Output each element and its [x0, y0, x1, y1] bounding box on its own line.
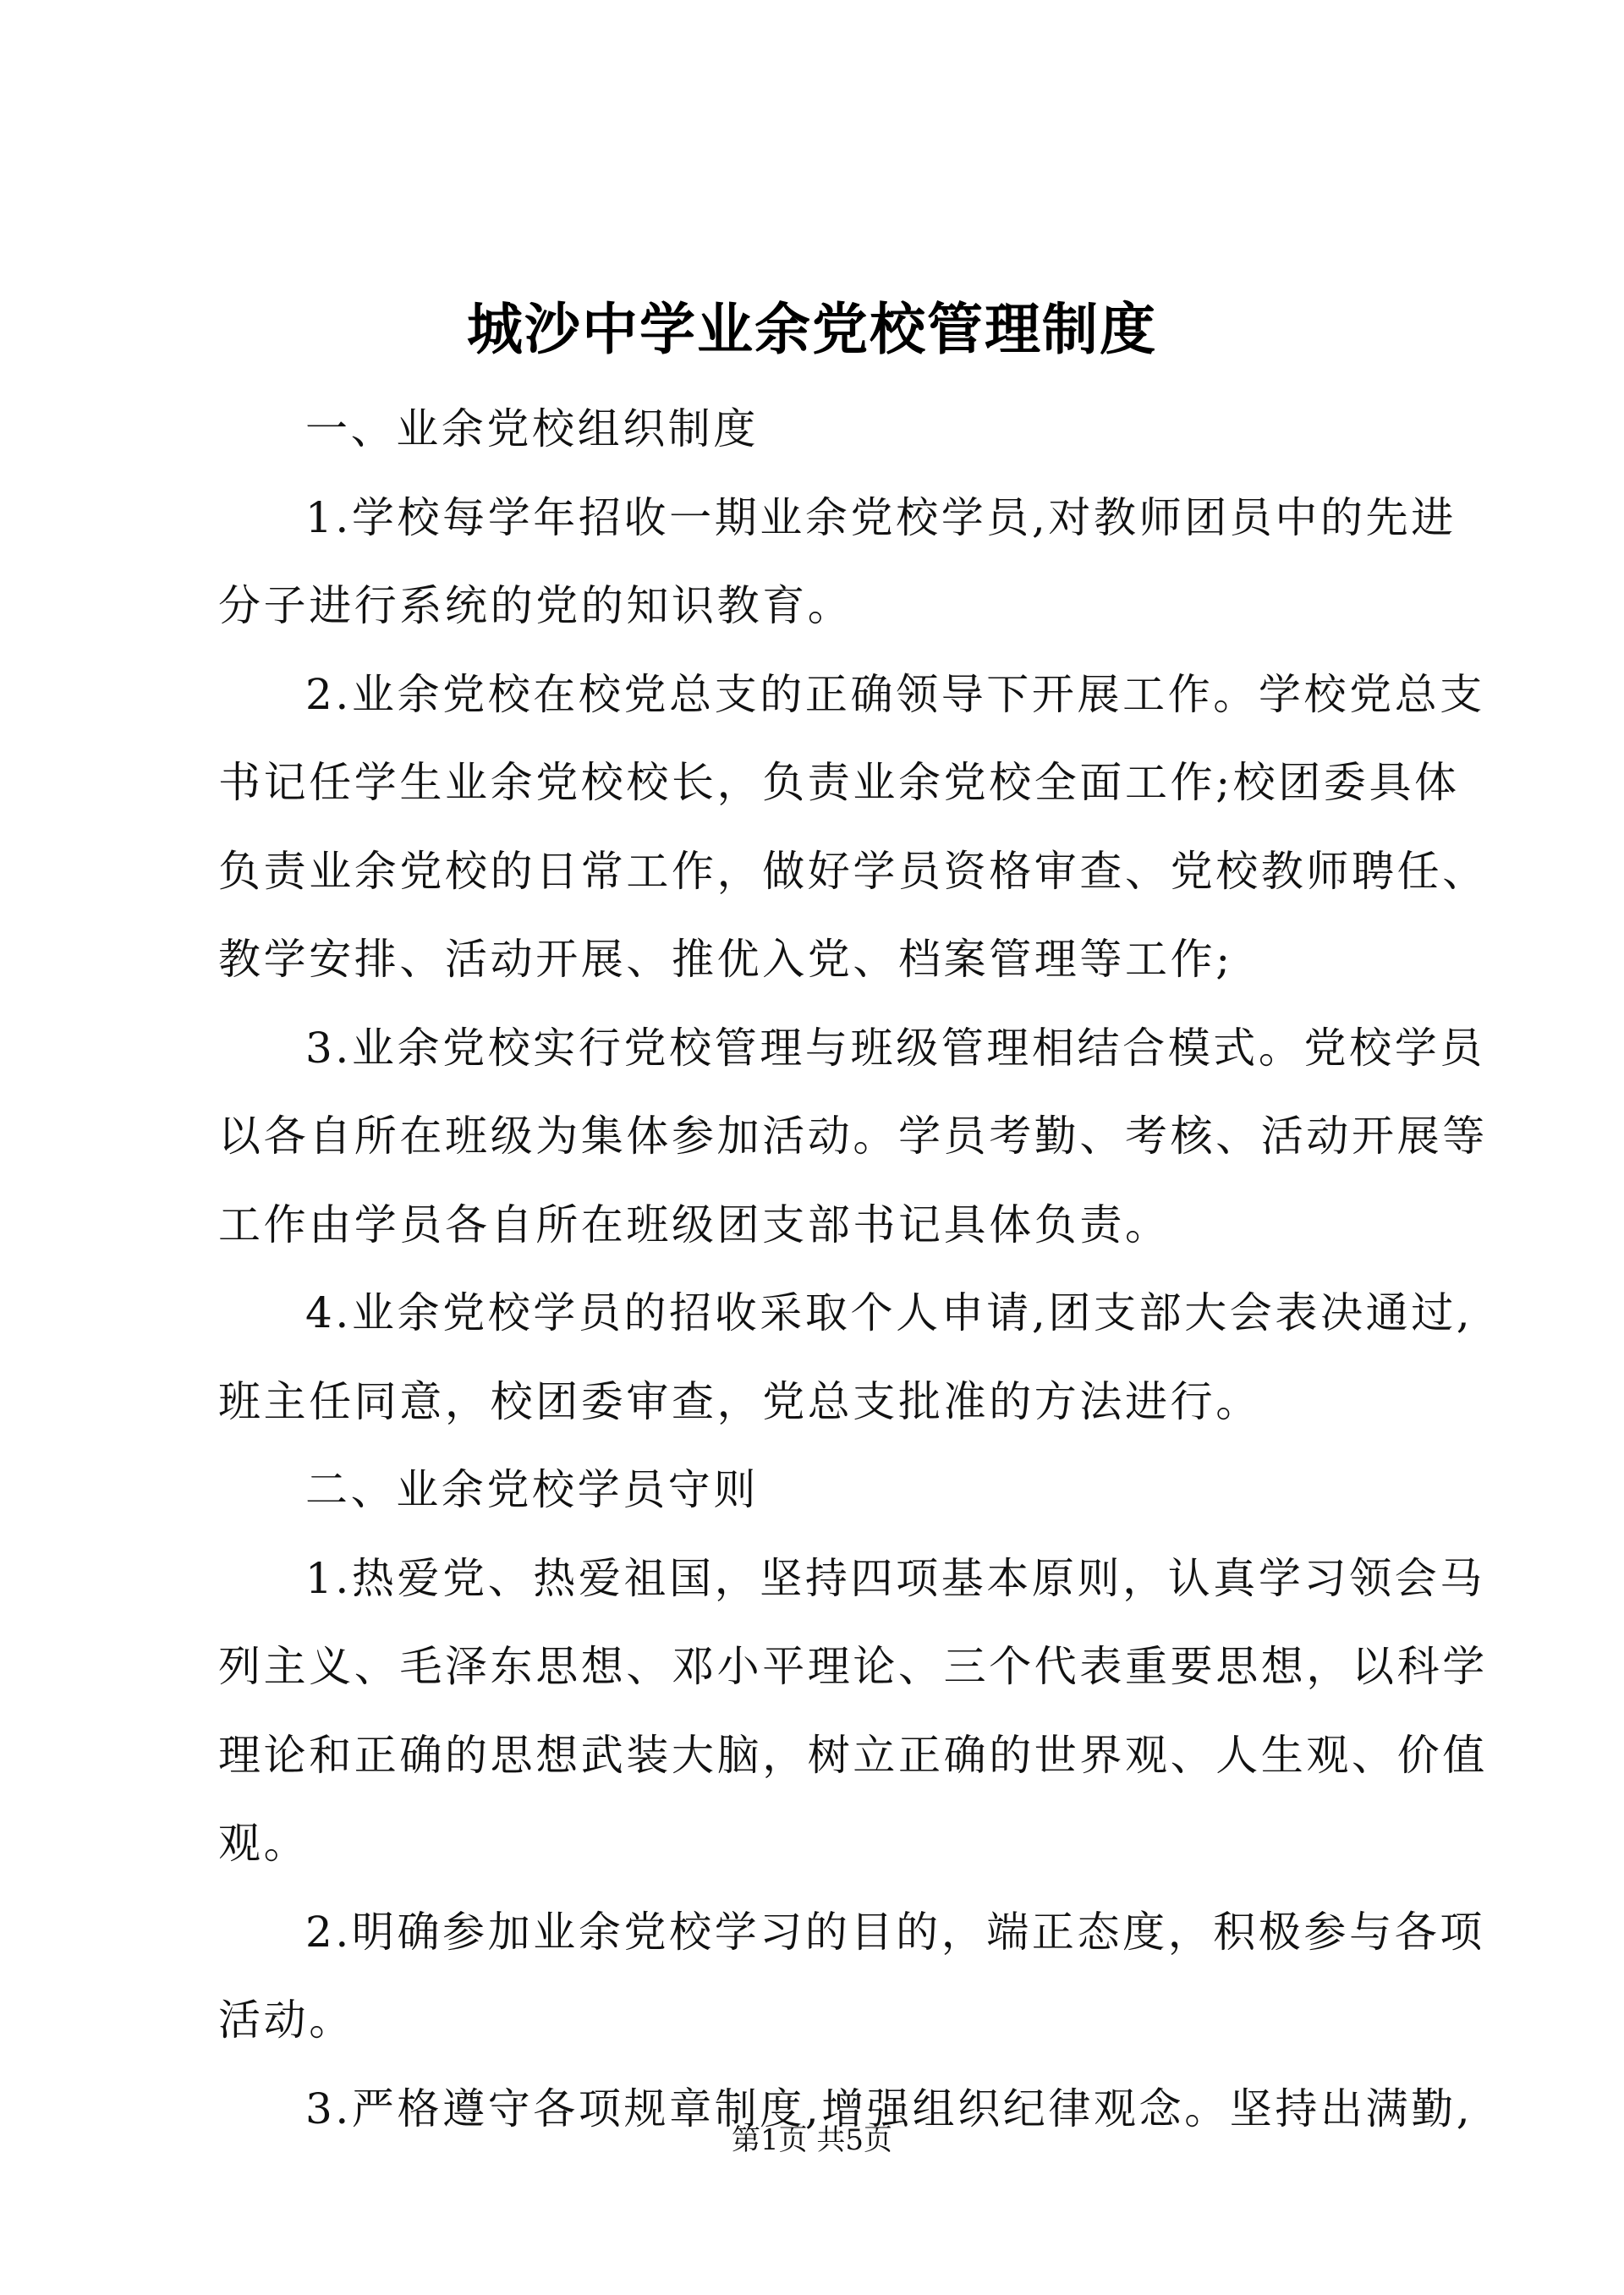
document-body [218, 385, 1488, 2153]
page-footer: 第1页 共5页 [731, 2123, 893, 2157]
text-line: 班主任同意，校团委审查，党总支批准的方法进行。 [218, 1376, 1261, 1426]
text-line: 教学安排、活动开展、推优入党、档案管理等工作; [218, 935, 1233, 984]
text-line: 列主义、毛泽东思想、邓小平理论、三个代表重要思想，以科学 [218, 1642, 1488, 1691]
text-line: 1.学校每学年招收一期业余党校学员,对教师团员中的先进 [305, 492, 1457, 542]
text-line: 一、业余党校组织制度 [305, 404, 759, 453]
text-line: 书记任学生业余党校校长，负责业余党校全面工作;校团委具体 [218, 758, 1460, 807]
text-line: 以各自所在班级为集体参加活动。学员考勤、考核、活动开展等 [218, 1112, 1488, 1161]
text-line: 工作由学员各自所在班级团支部书记具体负责。 [218, 1200, 1171, 1249]
text-line: 活动。 [218, 1996, 354, 2045]
text-line: 分子进行系统的党的知识教育。 [218, 581, 853, 630]
text-line: 负责业余党校的日常工作，做好学员资格审查、党校教师聘任、 [218, 846, 1488, 896]
text-line: 观。 [218, 1819, 310, 1868]
text-line: 1.热爱党、热爱祖国，坚持四项基本原则，认真学习领会马 [305, 1553, 1485, 1603]
text-line: 3.业余党校实行党校管理与班级管理相结合模式。党校学员 [305, 1023, 1485, 1073]
text-line: 理论和正确的思想武装大脑，树立正确的世界观、人生观、价值 [218, 1730, 1488, 1780]
text-line: 2.业余党校在校党总支的正确领导下开展工作。学校党总支 [305, 669, 1485, 719]
text-line: 4.业余党校学员的招收采取个人申请,团支部大会表决通过, [305, 1288, 1473, 1337]
text-line: 2.明确参加业余党校学习的目的，端正态度，积极参与各项 [305, 1907, 1485, 1957]
document-title: 城沙中学业余党校管理制度 [467, 297, 1157, 362]
text-line: 3.严格遵守各项规章制度,增强组织纪律观念。坚持出满勤, [305, 2084, 1473, 2133]
text-line: 二、业余党校学员守则 [305, 1465, 759, 1514]
